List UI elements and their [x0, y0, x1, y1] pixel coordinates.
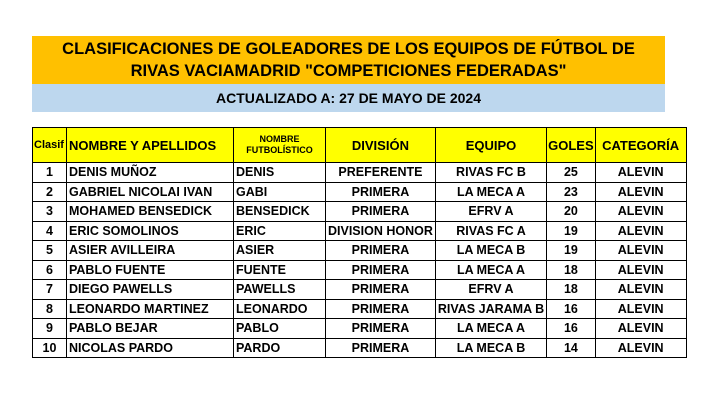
title-line-2: RIVAS VACIAMADRID "COMPETICIONES FEDERADAS"	[130, 62, 567, 80]
title-banner	[32, 36, 665, 84]
futbolistico-cell: DENIS	[234, 163, 326, 183]
table-row	[33, 182, 687, 202]
updated-banner: ACTUALIZADO A: 27 DE MAYO DE 2024	[32, 84, 665, 112]
equipo-cell: RIVAS FC A	[435, 221, 546, 241]
categoria-cell: ALEVIN	[595, 163, 686, 183]
nombre-cell: NICOLAS PARDO	[67, 338, 234, 358]
nombre-cell: DENIS MUÑOZ	[67, 163, 234, 183]
division-cell: DIVISION HONOR	[326, 221, 436, 241]
division-cell: PRIMERA	[326, 338, 436, 358]
goles-cell: 16	[547, 319, 596, 339]
nombre-cell: MOHAMED BENSEDICK	[67, 202, 234, 222]
goles-cell: 18	[547, 280, 596, 300]
categoria-cell: ALEVIN	[595, 338, 686, 358]
header-nombre: NOMBRE Y APELLIDOS	[67, 128, 234, 163]
table-body	[33, 163, 687, 358]
nombre-cell: LEONARDO MARTINEZ	[67, 299, 234, 319]
header-division: DIVISIÓN	[326, 128, 436, 163]
goles-cell: 19	[547, 241, 596, 261]
scorers-table	[32, 127, 687, 358]
equipo-cell: EFRV A	[435, 280, 546, 300]
header-clasif: Clasif	[33, 128, 67, 163]
goles-cell: 19	[547, 221, 596, 241]
division-cell: PRIMERA	[326, 280, 436, 300]
table-row	[33, 260, 687, 280]
futbolistico-cell: GABI	[234, 182, 326, 202]
goles-cell: 23	[547, 182, 596, 202]
futbolistico-cell: PAWELLS	[234, 280, 326, 300]
table-row	[33, 319, 687, 339]
nombre-cell: PABLO FUENTE	[67, 260, 234, 280]
categoria-cell: ALEVIN	[595, 319, 686, 339]
categoria-cell: ALEVIN	[595, 280, 686, 300]
header-goles: GOLES	[547, 128, 596, 163]
goles-cell: 20	[547, 202, 596, 222]
futbolistico-cell: ASIER	[234, 241, 326, 261]
division-cell: PREFERENTE	[326, 163, 436, 183]
division-cell: PRIMERA	[326, 299, 436, 319]
position-cell: 3	[33, 202, 67, 222]
division-cell: PRIMERA	[326, 241, 436, 261]
futbolistico-cell: PABLO	[234, 319, 326, 339]
position-cell: 10	[33, 338, 67, 358]
division-cell: PRIMERA	[326, 182, 436, 202]
futbolistico-cell: LEONARDO	[234, 299, 326, 319]
categoria-cell: ALEVIN	[595, 182, 686, 202]
goles-cell: 18	[547, 260, 596, 280]
goles-cell: 14	[547, 338, 596, 358]
equipo-cell: RIVAS FC B	[435, 163, 546, 183]
equipo-cell: RIVAS JARAMA B	[435, 299, 546, 319]
header-row	[33, 128, 687, 163]
categoria-cell: ALEVIN	[595, 260, 686, 280]
table-row	[33, 338, 687, 358]
futbolistico-cell: BENSEDICK	[234, 202, 326, 222]
nombre-cell: PABLO BEJAR	[67, 319, 234, 339]
nombre-cell: ASIER AVILLEIRA	[67, 241, 234, 261]
title-line-1: CLASIFICACIONES DE GOLEADORES DE LOS EQUIPOS DE FÚTBOL DE	[62, 40, 635, 58]
equipo-cell: LA MECA B	[435, 241, 546, 261]
futbolistico-cell: ERIC	[234, 221, 326, 241]
table-row	[33, 280, 687, 300]
goles-cell: 25	[547, 163, 596, 183]
table-row	[33, 163, 687, 183]
header-futbolistico: NOMBRE FUTBOLÍSTICO	[234, 128, 326, 163]
futbolistico-cell: FUENTE	[234, 260, 326, 280]
equipo-cell: EFRV A	[435, 202, 546, 222]
position-cell: 8	[33, 299, 67, 319]
categoria-cell: ALEVIN	[595, 221, 686, 241]
goles-cell: 16	[547, 299, 596, 319]
header-equipo: EQUIPO	[435, 128, 546, 163]
equipo-cell: LA MECA A	[435, 260, 546, 280]
position-cell: 2	[33, 182, 67, 202]
position-cell: 6	[33, 260, 67, 280]
position-cell: 7	[33, 280, 67, 300]
table-row	[33, 299, 687, 319]
position-cell: 5	[33, 241, 67, 261]
position-cell: 1	[33, 163, 67, 183]
futbolistico-cell: PARDO	[234, 338, 326, 358]
position-cell: 9	[33, 319, 67, 339]
division-cell: PRIMERA	[326, 202, 436, 222]
table-row	[33, 202, 687, 222]
equipo-cell: LA MECA A	[435, 182, 546, 202]
nombre-cell: GABRIEL NICOLAI IVAN	[67, 182, 234, 202]
categoria-cell: ALEVIN	[595, 202, 686, 222]
position-cell: 4	[33, 221, 67, 241]
equipo-cell: LA MECA B	[435, 338, 546, 358]
categoria-cell: ALEVIN	[595, 299, 686, 319]
categoria-cell: ALEVIN	[595, 241, 686, 261]
division-cell: PRIMERA	[326, 319, 436, 339]
nombre-cell: DIEGO PAWELLS	[67, 280, 234, 300]
table-row	[33, 241, 687, 261]
division-cell: PRIMERA	[326, 260, 436, 280]
table-row	[33, 221, 687, 241]
header-categoria: CATEGORÍA	[595, 128, 686, 163]
equipo-cell: LA MECA A	[435, 319, 546, 339]
nombre-cell: ERIC SOMOLINOS	[67, 221, 234, 241]
